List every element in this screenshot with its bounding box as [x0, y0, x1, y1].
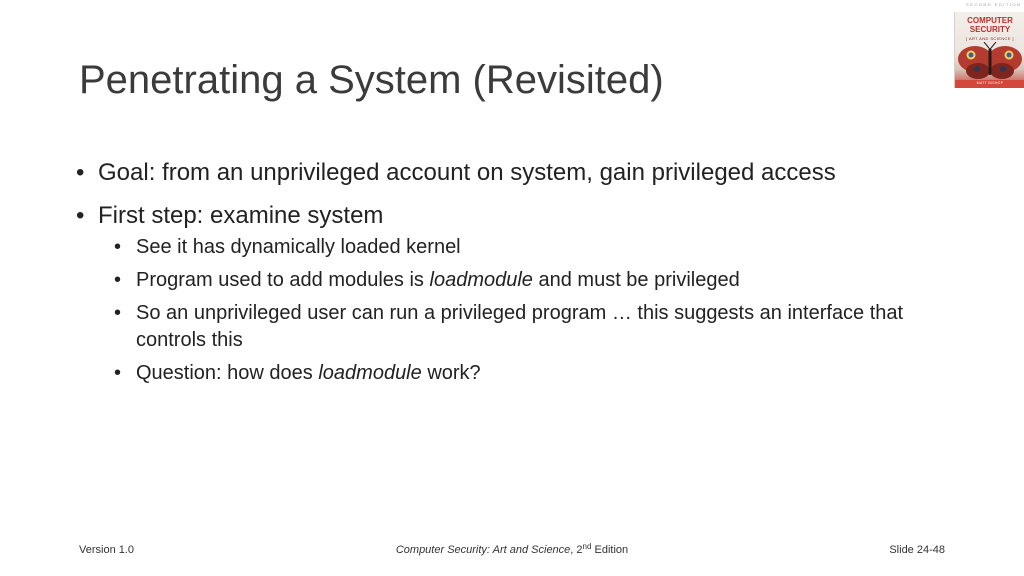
footer-slide-number: Slide 24-48	[889, 544, 945, 556]
book-cover-image	[954, 12, 1024, 88]
footer-version: Version 1.0	[79, 544, 135, 556]
book-cover-subtitle: [ ART AND SCIENCE ]	[966, 36, 1014, 41]
sub-bullet-loadmodule-suffix: and must be privileged	[532, 269, 740, 291]
sub-bullet-loadmodule-program	[114, 267, 916, 294]
sub-bullet-privileged-program	[114, 300, 916, 354]
sub-bullet-privileged-program-text: So an unprivileged user can run a privileged program … this suggests an interface that controls this	[136, 302, 904, 351]
book-cover-title-line-1: COMPUTER	[967, 16, 1013, 25]
sub-bullet-question	[114, 360, 916, 387]
book-cover-title	[955, 16, 1024, 34]
slide-content	[76, 156, 976, 393]
book-edition-label: SECOND EDITION	[966, 2, 1022, 7]
bullet-goal	[76, 156, 976, 189]
butterfly-icon	[958, 42, 1022, 80]
sub-bullet-question-suffix: work?	[421, 362, 481, 384]
sub-bullet-kernel-text: See it has dynamically loaded kernel	[136, 236, 461, 258]
footer-book-citation: Computer Security: Art and Science, 2nd Edition	[395, 542, 629, 556]
slide-title: Penetrating a System (Revisited)	[79, 58, 664, 102]
footer-edition-suffix: nd	[582, 542, 592, 551]
bullet-first-step	[76, 199, 976, 232]
loadmodule-emphasis: loadmodule	[429, 269, 533, 291]
footer-book-title: Computer Security: Art and Science	[395, 544, 571, 556]
book-cover-title-line-2: SECURITY	[969, 25, 1011, 34]
sub-bullet-loadmodule-prefix: Program used to add modules is	[136, 269, 430, 291]
footer-edition-word: Edition	[591, 544, 629, 556]
sub-bullet-kernel	[114, 234, 916, 261]
loadmodule-question-emphasis: loadmodule	[318, 362, 422, 384]
footer-edition-number: 2	[576, 544, 583, 556]
bullet-first-step-text: First step: examine system	[98, 202, 384, 229]
book-cover-author: MATT BISHOP	[976, 81, 1004, 85]
bullet-goal-text: Goal: from an unprivileged account on system, gain privileged access	[98, 159, 836, 186]
sub-bullet-question-prefix: Question: how does	[136, 362, 319, 384]
